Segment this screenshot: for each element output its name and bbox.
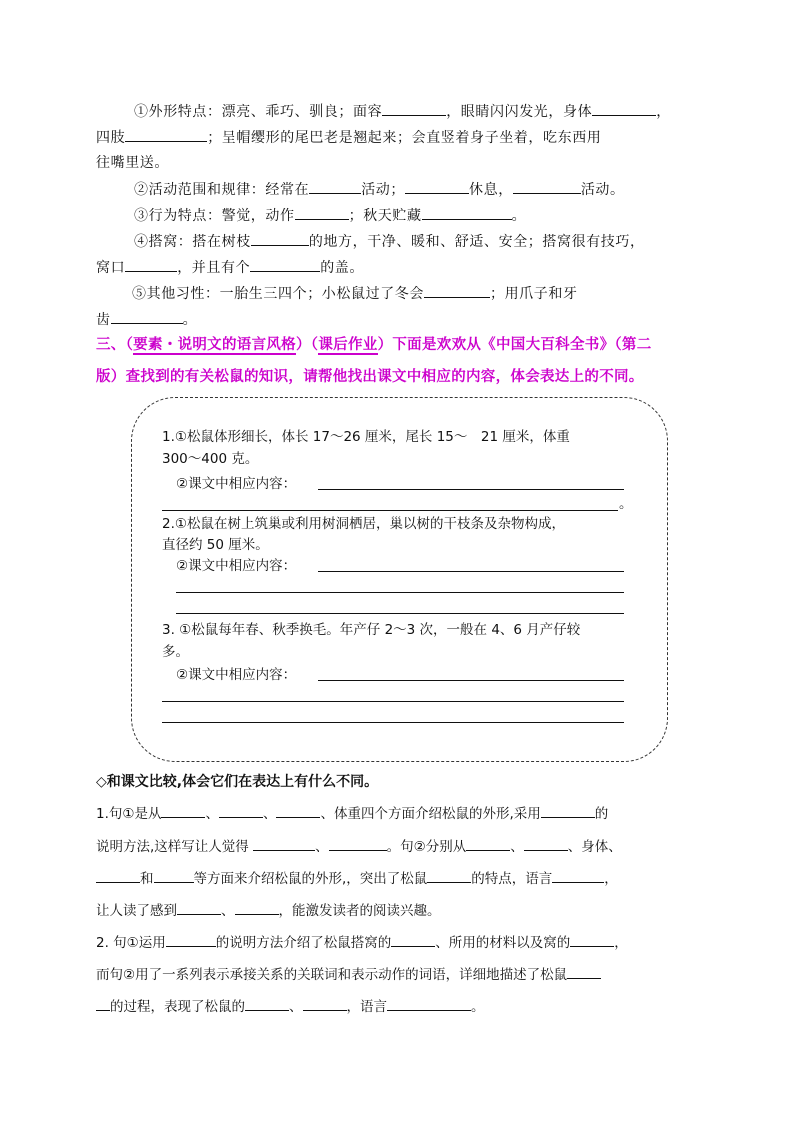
compare-line5 [96,932,628,953]
answer-line[interactable] [162,510,618,511]
blank[interactable] [166,932,216,947]
box-item1-line3 [176,474,296,494]
answer-line[interactable] [318,571,624,572]
box-item3-line2 [162,642,189,662]
q1-line1 [134,101,671,122]
q5-line1 [132,283,578,304]
compare-line3 [96,868,618,889]
q2-text: 活动。 [580,182,625,198]
q1-text: ；呈帽缨形的尾巴老是翘起来；会直竖着身子坐着，吃东西用 [207,130,602,146]
blank[interactable] [570,932,614,947]
q1-line3 [96,153,169,173]
compare-text: 、 [221,903,235,919]
section-number: 三、 [96,337,126,353]
blank-entrance[interactable] [125,257,177,272]
answer-line[interactable] [162,701,624,702]
section-instruction: 下面是欢欢从《中国大百科全书》（第二 [392,337,652,353]
blank[interactable] [303,996,347,1011]
box-text: 多。 [162,644,189,660]
box-item1-line1 [162,427,570,447]
box-item2-line1 [162,514,565,534]
blank-winter[interactable] [424,283,490,298]
box-text: 3. ①松鼠每年春、秋季换毛。年产仔 2～3 次，一般在 4、6 月产仔较 [162,622,581,638]
compare-text: 1.句①是从 [96,806,162,822]
blank[interactable] [154,868,194,883]
blank-lid[interactable] [250,257,320,272]
box-text: 2.①松鼠在树上筑巢或利用树洞栖居，巢以树的干枝条及杂物构成， [162,516,565,532]
compare-line1 [96,803,608,824]
compare-text: 、 [510,839,524,855]
compare-line7 [96,996,485,1017]
box-item1-end [619,494,633,514]
blank-rest-time[interactable] [405,179,469,194]
compare-text: 让人读了感到 [96,903,177,919]
compare-text: 、 [205,806,219,822]
box-text: 1.①松鼠体形细长，体长 17～26 厘米，尾长 15～ 21 厘米，体重 [162,429,570,445]
blank[interactable] [161,803,205,818]
answer-line[interactable] [162,722,624,723]
q3-text: ；秋天贮藏 [348,208,422,224]
compare-text: 而句②用了一系列表示承接关系的关联词和表示动作的词语，详细地描述了松鼠 [96,967,568,983]
blank[interactable] [276,803,320,818]
blank[interactable] [427,868,471,883]
compare-line2 [96,836,622,857]
blank-face[interactable] [382,101,446,116]
compare-text: ，能激发读者的阅读兴趣。 [278,903,441,919]
q4-text: ④搭窝：搭在树枝 [134,234,251,250]
blank-body[interactable] [592,101,656,116]
paren-right: ） [377,337,393,353]
blank[interactable] [524,836,568,851]
q4-line1 [134,231,645,252]
compare-text: ，语言 [346,999,387,1015]
compare-heading [96,772,378,792]
box-text: ②课文中相应内容： [176,558,297,574]
box-text: 。 [619,496,633,512]
blank[interactable] [387,996,471,1011]
part3-heading-line2 [96,367,644,387]
paren-left: （ [125,337,134,353]
blank-active-time[interactable] [513,179,581,194]
q5-text: ；用爪子和牙 [490,286,578,302]
compare-text: 的过程，表现了松鼠的 [110,999,245,1015]
blank[interactable] [329,836,387,851]
q5-line2 [96,309,197,330]
q2-text: 休息， [469,182,513,198]
compare-text: 、所用的材料以及窝的 [435,935,571,951]
blank[interactable] [567,964,601,979]
q5-text: ⑤其他习性：一胎生三四个；小松鼠过了冬会 [132,286,424,302]
q3-text: 。 [511,208,527,224]
q1-text: ①外形特点：漂亮、乖巧、驯良；面容 [134,104,383,120]
section-instruction: 版）查找到的有关松鼠的知识，请帮他找出课文中相应的内容，体会表达上的不同。 [96,369,644,385]
q2-text: ②活动范围和规律：经常在 [134,182,310,198]
q1-line2 [96,127,601,148]
q4-text: 的盖。 [320,260,365,276]
answer-line[interactable] [176,613,624,614]
answer-line[interactable] [318,489,624,490]
paren-left: （ [310,337,319,353]
q4-text: 的地方，干净、暖和、舒适、安全；搭窝很有技巧， [308,234,645,250]
compare-text: 、体重四个方面介绍松鼠的外形,采用 [320,806,541,822]
box-item2-line3 [176,556,296,576]
compare-text: 说明方法,这样写让人觉得 [96,839,254,855]
q4-line2 [96,257,364,278]
blank[interactable] [552,868,604,883]
blank[interactable] [466,836,510,851]
element-tag: 要素・说明文的语言风格 [133,337,296,353]
q1-text: ， [656,104,671,120]
q1-text: 往嘴里送。 [96,155,169,171]
q2-text: 活动； [361,182,406,198]
blank[interactable] [177,900,221,915]
blank[interactable] [541,803,595,818]
compare-text: 和 [140,871,154,887]
compare-text: 、 [289,999,303,1015]
paren-right: ） [295,337,311,353]
compare-heading-text: ◇和课文比较,体会它们在表达上有什么不同。 [96,774,379,790]
q5-text: 。 [182,312,198,328]
blank-teeth[interactable] [111,309,183,324]
blank-activity-place[interactable] [309,179,361,194]
compare-text: 等方面来介绍松鼠的外形,，突出了松鼠 [193,871,428,887]
compare-text: 的特点，语言 [471,871,553,887]
box-item3-line3 [176,665,296,685]
q1-text: 四肢 [96,130,126,146]
blank[interactable] [96,868,140,883]
box-text: ②课文中相应内容： [176,476,297,492]
box-text: 300～400 克。 [162,451,259,467]
compare-text: 、 [262,806,277,822]
compare-text: 的 [594,806,609,822]
box-item3-line1 [162,620,580,640]
compare-line6 [96,964,601,985]
homework-tag: 课后作业 [318,337,378,353]
compare-line4 [96,900,441,921]
box-text: ②课文中相应内容： [176,667,297,683]
compare-text: 2. 句①运用 [96,935,166,951]
q4-text: ，并且有个 [177,260,251,276]
blank-limbs[interactable] [125,127,207,142]
blank[interactable] [235,900,279,915]
q3-line [134,205,526,226]
q2-line [134,179,625,200]
blank[interactable] [245,996,289,1011]
compare-text: 。 [471,999,485,1015]
compare-text: ， [614,935,628,951]
blank[interactable] [96,996,110,1011]
answer-line[interactable] [176,592,624,593]
blank[interactable] [391,932,435,947]
box-text: 直径约 50 厘米。 [162,537,269,553]
q4-text: 窝口 [96,260,126,276]
q1-text: ，眼睛闪闪发光，身体 [446,104,593,120]
blank[interactable] [253,836,315,851]
compare-text: 。句②分别从 [386,839,467,855]
blank-action[interactable] [295,205,349,220]
answer-line[interactable] [318,680,624,681]
blank[interactable] [219,803,263,818]
box-item2-line2 [162,535,269,555]
q5-text: 齿 [96,312,111,328]
compare-text: 、 [315,839,329,855]
q3-text: ③行为特点：警觉，动作 [134,208,295,224]
compare-text: 、身体、 [567,839,622,855]
part3-heading-line1 [96,335,652,355]
box-item1-line2 [162,449,258,469]
blank-storage[interactable] [422,205,512,220]
compare-text: ， [604,871,618,887]
compare-text: 的说明方法介绍了松鼠搭窝的 [215,935,392,951]
blank-branch[interactable] [251,231,309,246]
